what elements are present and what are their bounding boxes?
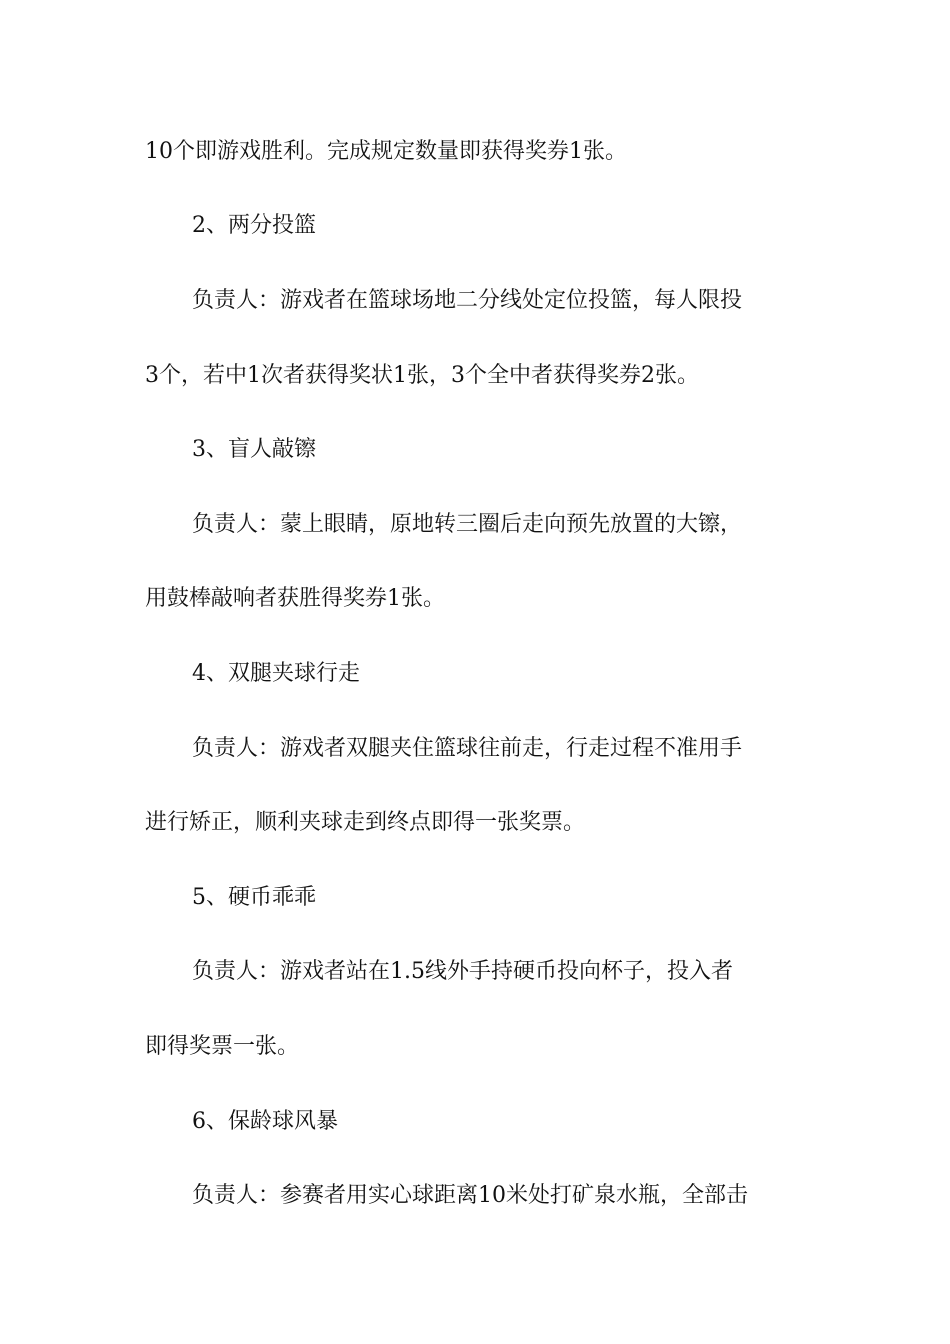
paragraph-line: 10个即游戏胜利。完成规定数量即获得奖券1张。: [145, 139, 627, 164]
paragraph-line: 负责人：游戏者在篮球场地二分线处定位投篮，每人限投: [192, 288, 743, 313]
paragraph-line: 负责人：游戏者站在1.5线外手持硬币投向杯子，投入者: [192, 959, 733, 984]
paragraph-line: 进行矫正，顺利夹球走到终点即得一张奖票。: [145, 810, 586, 835]
section-heading: 6、保龄球风暴: [192, 1109, 338, 1134]
section-heading: 4、双腿夹球行走: [192, 661, 360, 686]
section-heading: 5、硬币乖乖: [192, 885, 316, 910]
section-heading: 3、盲人敲镲: [192, 437, 316, 462]
paragraph-line: 用鼓棒敲响者获胜得奖券1张。: [145, 586, 445, 611]
paragraph-line: 3个，若中1次者获得奖状1张，3个全中者获得奖券2张。: [145, 363, 699, 388]
paragraph-line: 即得奖票一张。: [145, 1034, 300, 1059]
paragraph-line: 负责人：参赛者用实心球距离10米处打矿泉水瓶，全部击: [192, 1183, 748, 1208]
paragraph-line: 负责人：蒙上眼睛，原地转三圈后走向预先放置的大镲，: [192, 512, 743, 537]
paragraph-line: 负责人：游戏者双腿夹住篮球往前走，行走过程不准用手: [192, 736, 743, 761]
section-heading: 2、两分投篮: [192, 213, 316, 238]
